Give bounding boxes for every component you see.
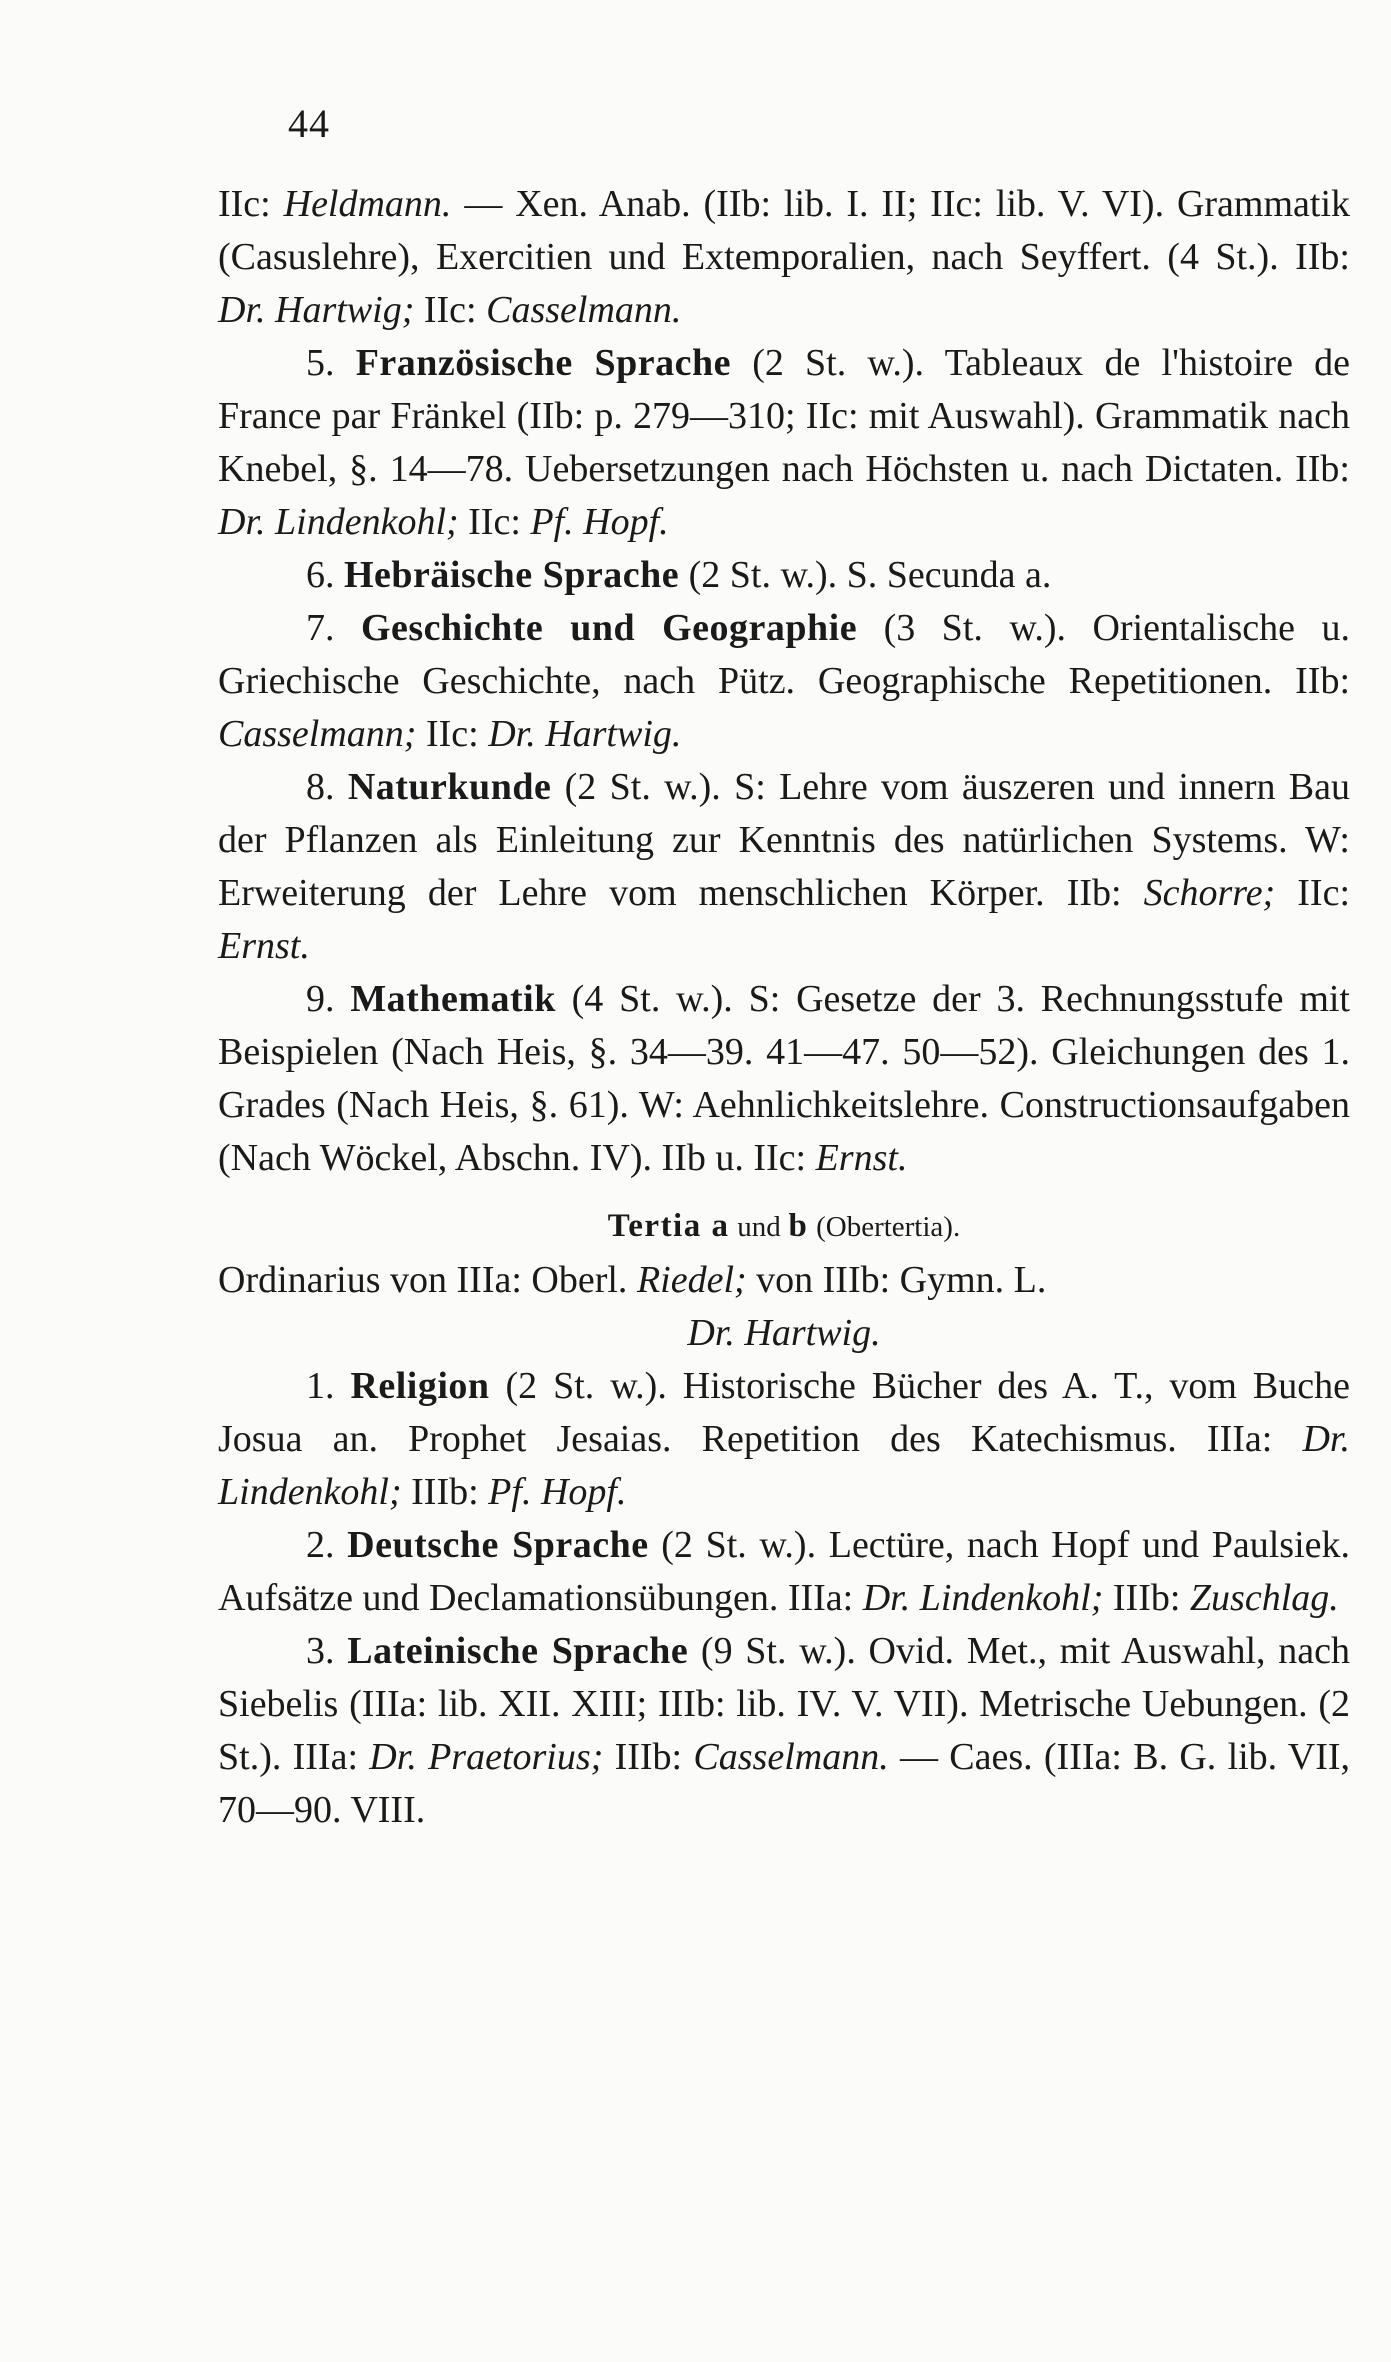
subject-heading: Hebräische Sprache	[344, 554, 680, 596]
item-number: 1.	[306, 1365, 335, 1407]
teacher-name: Casselmann.	[486, 289, 682, 331]
teacher-name: Pf. Hopf.	[488, 1471, 627, 1513]
paragraph-history	[218, 602, 1350, 761]
subject-heading: Religion	[350, 1365, 490, 1407]
section-title-b: b	[788, 1208, 809, 1244]
teacher-name: Ernst.	[218, 925, 310, 967]
teacher-name: Dr. Hartwig.	[488, 713, 682, 755]
paragraph-latin	[218, 1625, 1350, 1837]
ordinarius-line-2	[218, 1307, 1350, 1360]
subject-heading: Geschichte und Geographie	[360, 607, 858, 649]
paragraph-math	[218, 973, 1350, 1185]
subject-heading: Mathematik	[350, 978, 556, 1020]
class-label: IIc:	[425, 713, 479, 755]
class-label: IIIb:	[614, 1736, 683, 1778]
ordinarius-text: von IIIb: Gymn. L.	[756, 1259, 1047, 1301]
section-title	[218, 1203, 1350, 1250]
class-label: IIc:	[1297, 872, 1351, 914]
class-label: IIc:	[218, 183, 271, 225]
paragraph-latin-continuation	[218, 178, 1350, 337]
class-label: IIc:	[423, 289, 477, 331]
paragraph-text: (4 St. w.). S: Gesetze der 3. Rechnungsstufe mit Beispielen (Nach Heis, §. 34—39. 41—47. 50—52). Gleichungen des 1. Grades (Nach Heis, §. 61). W: Aehnlichkeitslehre. Constructionsaufgaben (Nach Wöckel, Abschn. IV). IIb u. IIc:	[218, 978, 1350, 1179]
paragraph-text: — Xen. Anab. (IIb: lib. I. II; IIc: lib. V. VI). Grammatik (Casuslehre), Exercitien und Extemporalien, nach Seyffert. (4 St.). IIb:	[218, 183, 1351, 278]
ordinarius-text: Ordinarius von IIIa: Oberl.	[218, 1259, 628, 1301]
teacher-name: Dr. Hartwig.	[687, 1312, 881, 1354]
section-title-main: Tertia a	[607, 1208, 730, 1244]
teacher-name: Pf. Hopf.	[530, 501, 669, 543]
paragraph-hebrew	[218, 549, 1350, 602]
teacher-name: Riedel;	[636, 1259, 747, 1301]
teacher-name: Ernst.	[815, 1137, 908, 1179]
paragraph-text: (2 St. w.). S. Secunda a.	[688, 554, 1052, 596]
page-body	[218, 178, 1350, 1837]
subject-heading: Französische Sprache	[355, 342, 731, 384]
paragraph-text: (2 St. w.). S: Lehre vom äuszeren und innern Bau der Pflanzen als Einleitung zur Kenntnis des natürlichen Systems. W: Erweiterung der Lehre vom menschlichen Körper. IIb:	[218, 766, 1351, 914]
paragraph-french	[218, 337, 1350, 549]
paragraph-text: (2 St. w.). Lectüre, nach Hopf und Paulsiek. Aufsätze und Declamationsübungen. IIIa:	[218, 1524, 1350, 1619]
class-label: IIIb:	[411, 1471, 479, 1513]
section-title-paren: (Obertertia).	[816, 1211, 961, 1243]
subject-heading: Lateinische Sprache	[347, 1630, 689, 1672]
paragraph-text: (3 St. w.). Orientalische u. Griechische Geschichte, nach Pütz. Geographische Repetitionen. IIb:	[218, 607, 1350, 702]
teacher-name: Schorre;	[1143, 872, 1276, 914]
teacher-name: Dr. Lindenkohl;	[218, 1418, 1351, 1513]
item-number: 9.	[306, 978, 335, 1020]
item-number: 2.	[306, 1524, 335, 1566]
subject-heading: Naturkunde	[347, 766, 552, 808]
teacher-name: Dr. Lindenkohl;	[862, 1577, 1104, 1619]
teacher-name: Dr. Hartwig;	[218, 289, 415, 331]
teacher-name: Dr. Lindenkohl;	[218, 501, 459, 543]
page-number: 44	[288, 101, 330, 146]
teacher-name: Dr. Praetorius;	[369, 1736, 604, 1778]
section-title-und: und	[737, 1211, 781, 1243]
teacher-name: Casselmann.	[693, 1736, 889, 1778]
item-number: 3.	[306, 1630, 335, 1672]
teacher-name: Casselmann;	[218, 713, 417, 755]
ordinarius-line	[218, 1254, 1350, 1307]
class-label: IIIb:	[1112, 1577, 1181, 1619]
teacher-name: Zuschlag.	[1189, 1577, 1339, 1619]
paragraph-text: (9 St. w.). Ovid. Met., mit Auswahl, nach Siebelis (IIIa: lib. XII. XIII; IIIb: lib. IV. V. VII). Metrische Uebungen. (2 St.). IIIa:	[218, 1630, 1351, 1778]
subject-heading: Deutsche Sprache	[347, 1524, 649, 1566]
item-number: 6.	[306, 554, 335, 596]
item-number: 8.	[306, 766, 335, 808]
paragraph-text: (2 St. w.). Historische Bücher des A. T., vom Buche Josua an. Prophet Jesaias. Repetition des Katechismus. IIIa:	[218, 1365, 1350, 1460]
item-number: 5.	[306, 342, 335, 384]
paragraph-religion	[218, 1360, 1350, 1519]
paragraph-text: — Caes. (IIIa: B. G. lib. VII, 70—90. VIII.	[218, 1736, 1351, 1831]
class-label: IIc:	[468, 501, 521, 543]
paragraph-science	[218, 761, 1350, 973]
teacher-name: Heldmann.	[283, 183, 452, 225]
paragraph-text: (2 St. w.). Tableaux de l'histoire de France par Fränkel (IIb: p. 279—310; IIc: mit Auswahl). Grammatik nach Knebel, §. 14—78. Uebersetzungen nach Höchsten u. nach Dictaten. IIb:	[218, 342, 1351, 490]
item-number: 7.	[306, 607, 335, 649]
paragraph-german	[218, 1519, 1350, 1625]
